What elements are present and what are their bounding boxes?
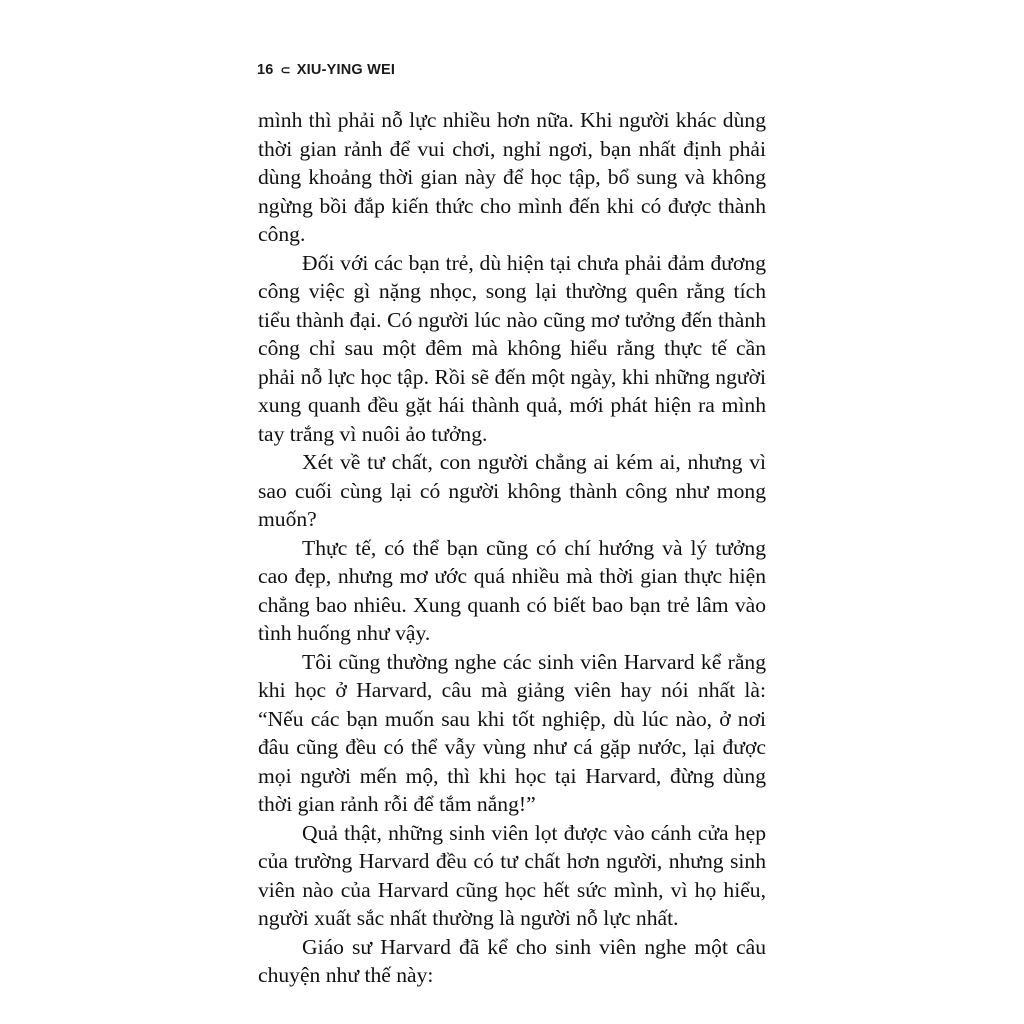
page-number: 16 [257,62,274,78]
body-text [258,106,766,990]
paragraph: Xét về tư chất, con người chẳng ai kém ai, nhưng vì sao cuối cùng lại có người không thành công như mong muốn? [258,450,766,531]
paragraph: Đối với các bạn trẻ, dù hiện tại chưa phải đảm đương công việc gì nặng nhọc, song lại thường quên rằng tích tiểu thành đại. Có người lúc nào cũng mơ tưởng đến thành công chỉ sau một đêm mà không hiểu rằng thực tế cần phải nỗ lực học tập. Rồi sẽ đến một ngày, khi những người xung quanh đều gặt hái thành quả, mới phát hiện ra mình tay trắng vì nuôi ảo tưởng. [258,250,766,446]
separator-ornament-icon: ⊂ [280,63,291,77]
paragraph: Tôi cũng thường nghe các sinh viên Harvard kể rằng khi học ở Harvard, câu mà giảng viên hay nói nhất là: “Nếu các bạn muốn sau khi tốt nghiệp, dù lúc nào, ở nơi đâu cũng đều có thể vẫy vùng như cá gặp nước, lại được mọi người mến mộ, thì khi học tại Harvard, đừng dùng thời gian rảnh rỗi để tắm nắng!” [258,649,766,816]
paragraph: Thực tế, có thể bạn cũng có chí hướng và lý tưởng cao đẹp, nhưng mơ ước quá nhiều mà thời gian thực hiện chẳng bao nhiêu. Xung quanh có biết bao bạn trẻ lâm vào tình huống như vậy. [258,535,766,645]
paragraph-continued: mình thì phải nỗ lực nhiều hơn nữa. Khi người khác dùng thời gian rảnh để vui chơi, nghỉ ngơi, bạn nhất định phải dùng khoảng thời gian này để học tập, bổ sung và không ngừng bồi đắp kiến thức cho mình đến khi có được thành công. [258,108,766,246]
paragraph: Quả thật, những sinh viên lọt được vào cánh cửa hẹp của trường Harvard đều có tư chất hơn người, nhưng sinh viên nào của Harvard cũng học hết sức mình, vì họ hiểu, người xuất sắc nhất thường là người nỗ lực nhất. [258,820,766,930]
running-header [257,62,395,78]
paragraph: Giáo sư Harvard đã kể cho sinh viên nghe một câu chuyện như thế này: [258,934,766,987]
author-name: XIU-YING WEI [296,62,396,78]
